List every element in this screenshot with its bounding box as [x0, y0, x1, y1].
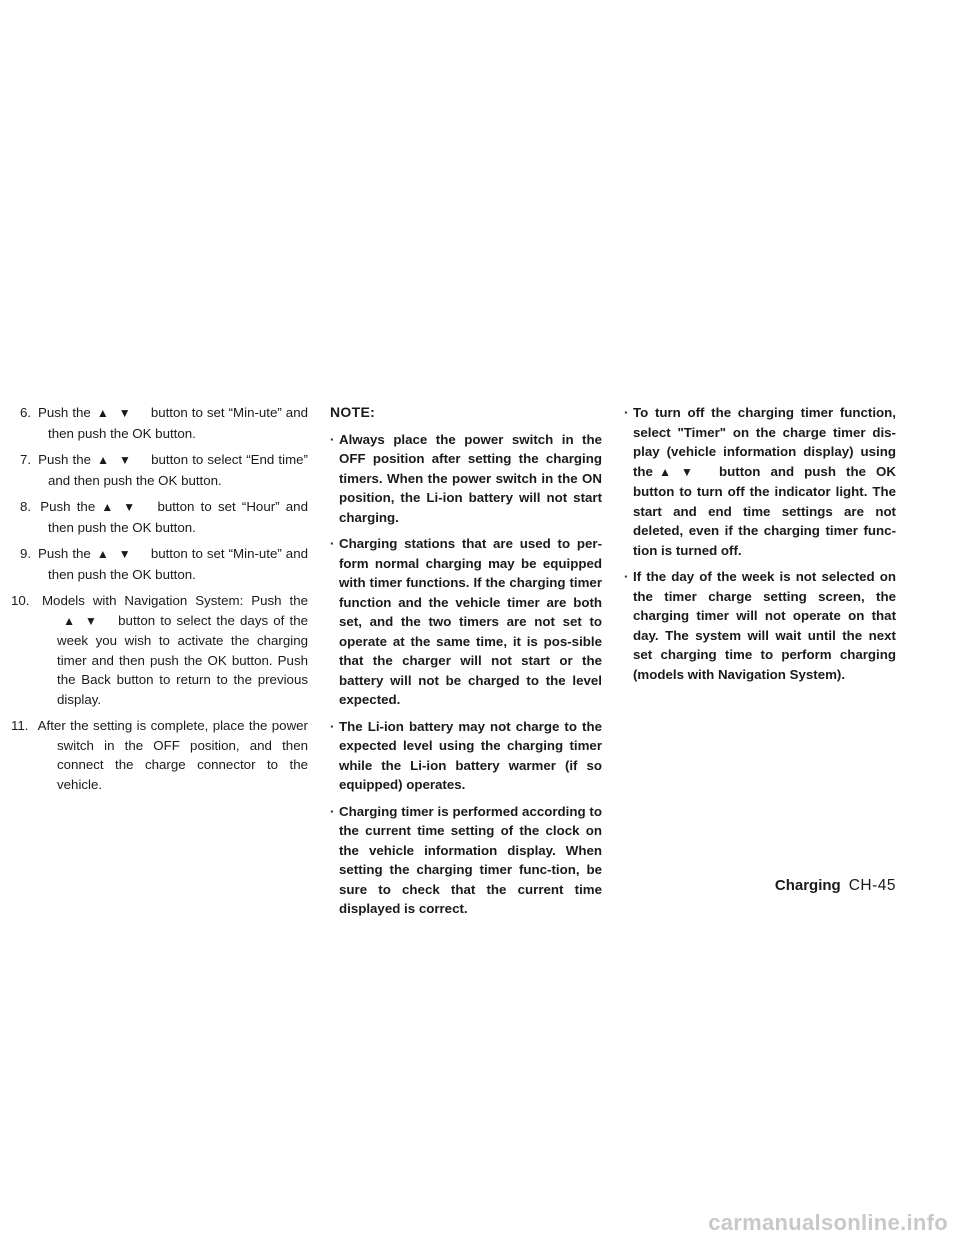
bullet: · — [624, 569, 629, 584]
note-item: · Charging timer is performed according to the current time setting of the clock on the vehicle information display. When setting the charging timer func-tion, be sure to check that the current time displayed is correct. — [330, 803, 602, 916]
page-number: CH-45 — [848, 877, 896, 894]
step-8: 8. Push the ▲▼ button to set “Hour” and then push the OK button. — [20, 499, 308, 535]
note-heading: NOTE: — [330, 404, 376, 420]
note-item: · If the day of the week is not selected on the timer charge setting screen, the charging timer will not operate on that day. The system will wait until the next set charging time to perform charging (models with Navigation System). — [624, 569, 896, 682]
up-down-arrow-icon: ▲▼ — [101, 500, 146, 514]
page-footer — [775, 877, 896, 895]
step-11: 11. After the setting is complete, place the power switch in the OFF position, and then connect the charge connector to the vehicle. — [11, 718, 308, 792]
up-down-arrow-icon: ▲▼ — [96, 547, 141, 561]
note-item: · The Li-ion battery may not charge to the expected level using the charging timer while the Li-ion battery warmer (if so equipped) operates. — [330, 718, 602, 792]
notes-column — [330, 403, 602, 926]
bullet: · — [330, 536, 335, 551]
step-7: 7. Push the ▲▼ button to select “End time” and then push the OK button. — [20, 452, 308, 488]
bullet: · — [330, 431, 335, 447]
note-item: · Charging stations that are used to per-form normal charging may be equipped with timer functions. If the charging timer function and the vehicle timer are both set, and the two timers are not set to operate at the same time, it is pos-sible that the charger will not start or the battery will not be charged to the level expected. — [330, 536, 602, 707]
notes-column-continued — [624, 403, 896, 691]
bullet: · — [330, 718, 335, 734]
bullet: · — [624, 405, 629, 420]
step-6: 6. Push the ▲▼ button to set “Min-ute” and then push the OK button. — [20, 405, 308, 441]
note-item: · Always place the power switch in the OFF position after setting the charging timers. When the power switch in the ON position, the Li-ion battery will not start charging. — [330, 431, 602, 525]
bullet: · — [330, 803, 335, 819]
up-down-arrow-icon: ▲▼ — [97, 453, 141, 467]
note-item: · To turn off the charging timer function, select "Timer" on the charge timer dis-play (vehicle information display) using the ▲▼ button and push the OK button to turn off the indicator light. The start and end time settings are not deleted, even if the charging timer func-tion is turned off. — [624, 405, 896, 558]
step-10: 10. Models with Navigation System: Push the▲▼ button to select the days of the week you wish to activate the charging timer and then push the OK button. Push the Back button to return to the previous display. — [11, 593, 308, 707]
up-down-arrow-icon: ▲▼ — [96, 406, 141, 420]
steps-column — [11, 403, 308, 801]
section-title: Charging — [774, 877, 841, 894]
up-down-arrow-icon: ▲▼ — [659, 464, 703, 479]
up-down-arrow-icon: ▲▼ — [63, 613, 107, 628]
watermark: carmanualsonline.info — [708, 1210, 948, 1235]
step-9: 9. Push the ▲▼ button to set “Min-ute” and then push the OK button. — [20, 546, 308, 582]
